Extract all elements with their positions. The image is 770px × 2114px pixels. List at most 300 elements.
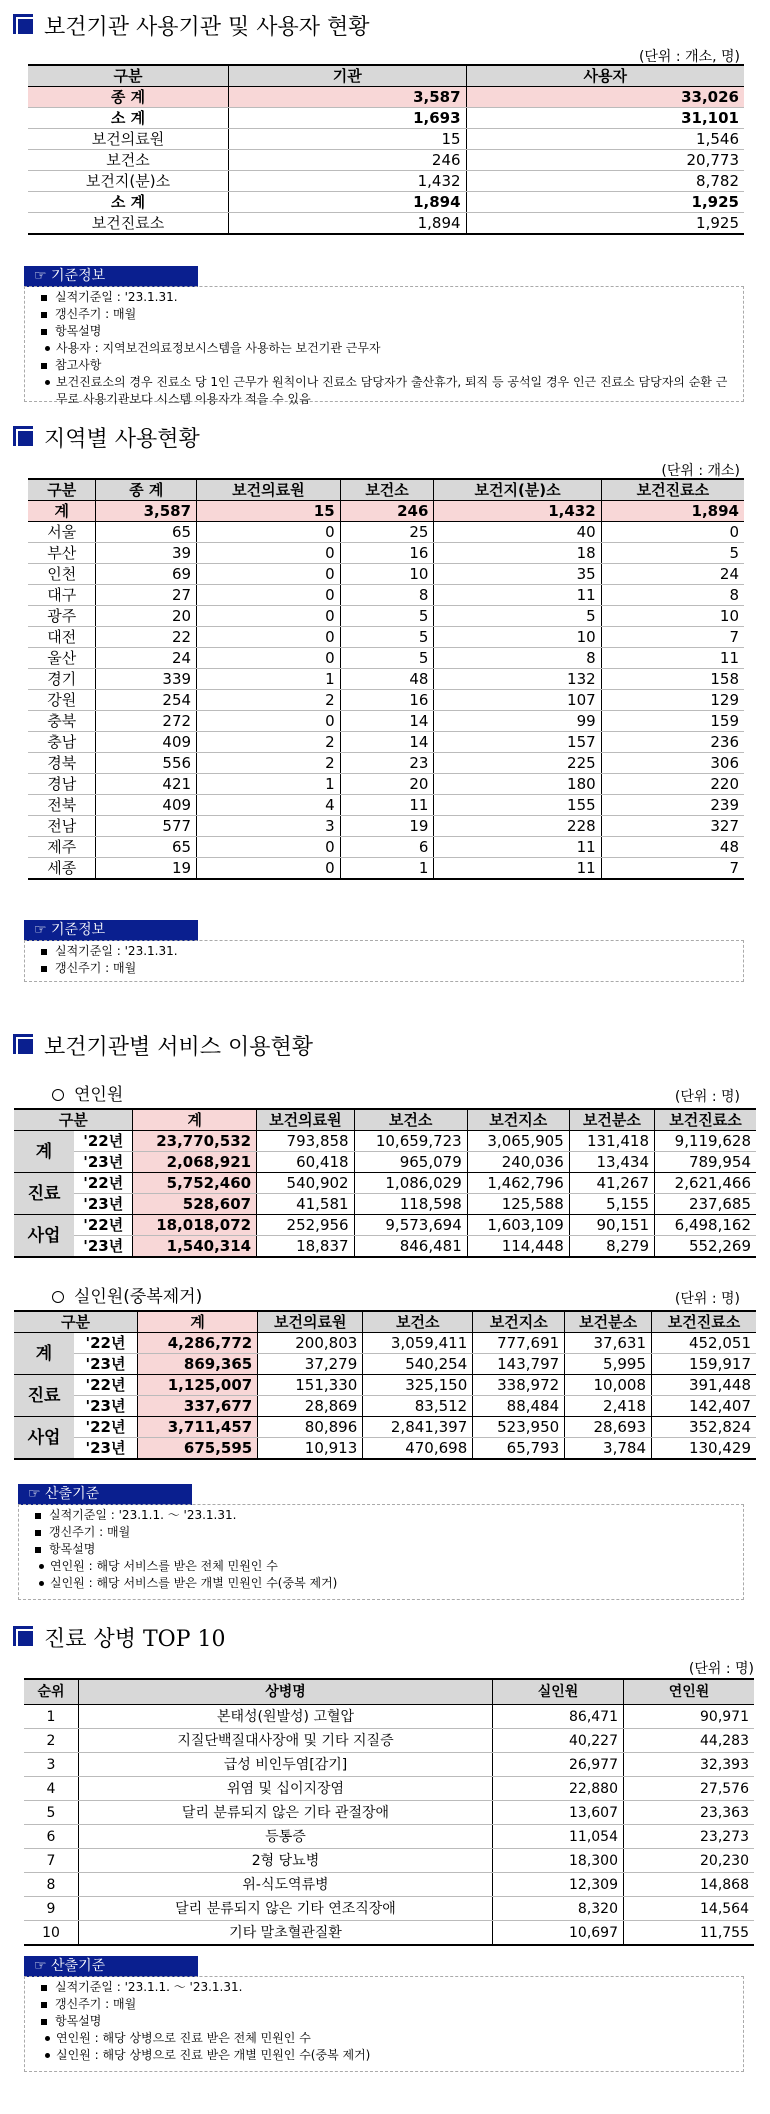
value-cell: 2 <box>197 732 341 753</box>
value-cell: 107 <box>434 690 601 711</box>
value-cell: 540,902 <box>257 1173 354 1194</box>
value-cell: 11 <box>601 648 744 669</box>
value-cell: 위-식도역류병 <box>79 1873 493 1897</box>
value-cell: 65 <box>96 837 197 858</box>
value-cell: 16 <box>340 690 434 711</box>
section-title <box>0 8 770 40</box>
value-cell: 33,026 <box>466 87 744 108</box>
row-label: 보건지(분)소 <box>28 171 229 192</box>
value-cell: 1,925 <box>466 192 744 213</box>
value-cell: 65 <box>96 522 197 543</box>
value-cell: 339 <box>96 669 197 690</box>
note-header: ☞ 산출기준 <box>18 1484 192 1505</box>
value-cell: 충북 <box>28 711 96 732</box>
unit-label: (단위 : 명) <box>674 1291 740 1307</box>
header-cell: 보건지소 <box>467 1109 569 1131</box>
note-header: ☞ 기준정보 <box>24 920 198 941</box>
value-cell: 경남 <box>28 774 96 795</box>
value-cell: 41,581 <box>257 1194 354 1215</box>
section-facility-users <box>0 8 770 40</box>
value-cell: 246 <box>229 150 467 171</box>
value-cell: 1,925 <box>466 213 744 235</box>
value-cell: 540,254 <box>363 1354 473 1375</box>
table-header-row <box>28 65 744 87</box>
group-label: 진료 <box>14 1375 74 1417</box>
table-row <box>28 564 744 585</box>
group-label: 사업 <box>14 1417 74 1460</box>
unit-label: (단위 : 명) <box>688 1661 754 1677</box>
value-cell: 1 <box>197 774 341 795</box>
value-cell: 157 <box>434 732 601 753</box>
value-cell: 지질단백질대사장애 및 기타 지질증 <box>79 1729 493 1753</box>
table-row <box>28 606 744 627</box>
section-title-text: 보건기관별 서비스 이용현황 <box>44 1035 314 1060</box>
value-cell: 6,498,162 <box>655 1215 756 1236</box>
value-cell: 5 <box>434 606 601 627</box>
row-label: 소 계 <box>28 108 229 129</box>
section-service-usage <box>0 1028 770 1060</box>
value-cell: 0 <box>197 585 341 606</box>
value-cell: 26,977 <box>493 1753 624 1777</box>
year-label: '23년 <box>74 1354 138 1375</box>
value-cell: 1,432 <box>434 501 601 522</box>
section-top10 <box>0 1620 770 1652</box>
value-cell: 2 <box>197 690 341 711</box>
table-row <box>14 1173 756 1194</box>
value-cell: 등통증 <box>79 1825 493 1849</box>
header-cell: 계 <box>133 1109 257 1131</box>
value-cell: 강원 <box>28 690 96 711</box>
value-cell: 0 <box>197 648 341 669</box>
value-cell: 965,079 <box>354 1152 467 1173</box>
year-label: '22년 <box>74 1333 138 1354</box>
row-label: 종 계 <box>28 87 229 108</box>
year-label: '22년 <box>74 1417 138 1438</box>
value-cell: 3 <box>24 1753 79 1777</box>
value-cell: 15 <box>197 501 341 522</box>
value-cell: 제주 <box>28 837 96 858</box>
value-cell: 5,155 <box>569 1194 654 1215</box>
value-cell: 65,793 <box>473 1438 565 1460</box>
table-row <box>28 171 744 192</box>
value-cell: 5,995 <box>565 1354 652 1375</box>
value-cell: 18,837 <box>257 1236 354 1258</box>
value-cell: 239 <box>601 795 744 816</box>
value-cell: 달리 분류되지 않은 기타 관절장애 <box>79 1801 493 1825</box>
header-cell: 구분 <box>14 1311 138 1333</box>
note-box: 실적기준일 : '23.1.31. 갱신주기 : 매월 <box>24 940 744 982</box>
table-row <box>28 129 744 150</box>
value-cell: 27,576 <box>624 1777 755 1801</box>
section-title-text: 진료 상병 TOP 10 <box>44 1627 226 1652</box>
value-cell: 6 <box>340 837 434 858</box>
table-row <box>28 213 744 235</box>
value-cell: 236 <box>601 732 744 753</box>
value-cell: 1,540,314 <box>133 1236 257 1258</box>
circle-bullet-icon <box>52 1089 64 1101</box>
value-cell: 391,448 <box>652 1375 757 1396</box>
value-cell: 777,691 <box>473 1333 565 1354</box>
header-cell: 보건소 <box>354 1109 467 1131</box>
value-cell: 528,607 <box>133 1194 257 1215</box>
value-cell: 14 <box>340 711 434 732</box>
value-cell: 228 <box>434 816 601 837</box>
value-cell: 1,432 <box>229 171 467 192</box>
value-cell: 20,230 <box>624 1849 755 1873</box>
value-cell: 48 <box>601 837 744 858</box>
value-cell: 8 <box>24 1873 79 1897</box>
row-label: 소 계 <box>28 192 229 213</box>
note-header: ☞ 기준정보 <box>24 266 198 287</box>
value-cell: 37,279 <box>258 1354 363 1375</box>
note-box: 실적기준일 : '23.1.1. ～ '23.1.31. 갱신주기 : 매월 항목설명 연인원 : 해당 서비스를 받은 전체 민원인 수 실인원 : 해당 서비스를 받은 개별 민원인 수(중복 제거) <box>18 1504 744 1600</box>
year-label: '23년 <box>74 1236 133 1258</box>
header-cell: 보건소 <box>340 479 434 501</box>
note-box: 실적기준일 : '23.1.1. ～ '23.1.31. 갱신주기 : 매월 항목설명 연인원 : 해당 상병으로 진료 받은 전체 민원인 수 실인원 : 해당 상병으로 진료 받은 개별 민원인 수(중복 제거) <box>24 1976 744 2072</box>
value-cell: 3,059,411 <box>363 1333 473 1354</box>
header-cell: 구분 <box>28 65 229 87</box>
header-cell: 보건분소 <box>565 1311 652 1333</box>
value-cell: 337,677 <box>138 1396 258 1417</box>
table-row <box>28 192 744 213</box>
section-title <box>0 420 770 452</box>
value-cell: 7 <box>24 1849 79 1873</box>
table-row <box>28 585 744 606</box>
value-cell: 25 <box>340 522 434 543</box>
value-cell: 13,607 <box>493 1801 624 1825</box>
value-cell: 793,858 <box>257 1131 354 1152</box>
value-cell: 20 <box>340 774 434 795</box>
table-row <box>28 858 744 880</box>
header-cell: 보건의료원 <box>257 1109 354 1131</box>
header-cell: 구분 <box>28 479 96 501</box>
value-cell: 40 <box>434 522 601 543</box>
value-cell: 240,036 <box>467 1152 569 1173</box>
value-cell: 9,573,694 <box>354 1215 467 1236</box>
table-row <box>28 627 744 648</box>
value-cell: 129 <box>601 690 744 711</box>
value-cell: 10 <box>434 627 601 648</box>
value-cell: 전북 <box>28 795 96 816</box>
value-cell: 3,587 <box>96 501 197 522</box>
value-cell: 23,363 <box>624 1801 755 1825</box>
value-cell: 8,782 <box>466 171 744 192</box>
value-cell: 143,797 <box>473 1354 565 1375</box>
value-cell: 0 <box>197 543 341 564</box>
year-label: '23년 <box>74 1194 133 1215</box>
value-cell: 28,693 <box>565 1417 652 1438</box>
value-cell: 470,698 <box>363 1438 473 1460</box>
header-cell: 구분 <box>14 1109 133 1131</box>
value-cell: 8 <box>340 585 434 606</box>
value-cell: 1,086,029 <box>354 1173 467 1194</box>
value-cell: 1,894 <box>601 501 744 522</box>
value-cell: 0 <box>197 711 341 732</box>
value-cell: 본태성(원발성) 고혈압 <box>79 1705 493 1729</box>
value-cell: 254 <box>96 690 197 711</box>
value-cell: 83,512 <box>363 1396 473 1417</box>
header-cell: 보건지소 <box>473 1311 565 1333</box>
value-cell: 3,065,905 <box>467 1131 569 1152</box>
header-cell: 실인원 <box>493 1679 624 1705</box>
section-title <box>0 1620 770 1652</box>
value-cell: 90,971 <box>624 1705 755 1729</box>
value-cell: 14,564 <box>624 1897 755 1921</box>
value-cell: 2 <box>24 1729 79 1753</box>
value-cell: 131,418 <box>569 1131 654 1152</box>
value-cell: 20,773 <box>466 150 744 171</box>
value-cell: 158 <box>601 669 744 690</box>
value-cell: 위염 및 십이지장염 <box>79 1777 493 1801</box>
value-cell: 23,770,532 <box>133 1131 257 1152</box>
header-cell: 계 <box>138 1311 258 1333</box>
value-cell: 338,972 <box>473 1375 565 1396</box>
value-cell: 225 <box>434 753 601 774</box>
value-cell: 23 <box>340 753 434 774</box>
value-cell: 2 <box>197 753 341 774</box>
value-cell: 39 <box>96 543 197 564</box>
value-cell: 114,448 <box>467 1236 569 1258</box>
value-cell: 10,697 <box>493 1921 624 1946</box>
value-cell: 60,418 <box>257 1152 354 1173</box>
section-title-text: 보건기관 사용기관 및 사용자 현황 <box>44 15 370 40</box>
value-cell: 9 <box>24 1897 79 1921</box>
value-cell: 5 <box>601 543 744 564</box>
pointing-hand-icon: ☞ <box>34 268 47 284</box>
value-cell: 0 <box>197 522 341 543</box>
header-cell: 기관 <box>229 65 467 87</box>
value-cell: 부산 <box>28 543 96 564</box>
value-cell: 0 <box>197 858 341 880</box>
value-cell: 44,283 <box>624 1729 755 1753</box>
value-cell: 5 <box>24 1801 79 1825</box>
value-cell: 5,752,460 <box>133 1173 257 1194</box>
value-cell: 22,880 <box>493 1777 624 1801</box>
value-cell: 8 <box>601 585 744 606</box>
value-cell: 88,484 <box>473 1396 565 1417</box>
group-label: 사업 <box>14 1215 74 1258</box>
value-cell: 1 <box>24 1705 79 1729</box>
table-header-row <box>14 1109 756 1131</box>
section-title-text: 지역별 사용현황 <box>44 427 200 452</box>
value-cell: 125,588 <box>467 1194 569 1215</box>
value-cell: 409 <box>96 732 197 753</box>
value-cell: 9,119,628 <box>655 1131 756 1152</box>
value-cell: 37,631 <box>565 1333 652 1354</box>
top10-table <box>24 1678 754 1946</box>
value-cell: 14,868 <box>624 1873 755 1897</box>
table-row <box>24 1777 754 1801</box>
value-cell: 16 <box>340 543 434 564</box>
value-cell: 142,407 <box>652 1396 757 1417</box>
header-cell: 보건지(분)소 <box>434 479 601 501</box>
value-cell: 경기 <box>28 669 96 690</box>
table-row <box>28 543 744 564</box>
header-cell: 보건진료소 <box>601 479 744 501</box>
year-label: '22년 <box>74 1131 133 1152</box>
table-row <box>28 816 744 837</box>
value-cell: 159,917 <box>652 1354 757 1375</box>
value-cell: 22 <box>96 627 197 648</box>
table-row <box>14 1131 756 1152</box>
table-header-row <box>28 479 744 501</box>
value-cell: 10,913 <box>258 1438 363 1460</box>
value-cell: 327 <box>601 816 744 837</box>
value-cell: 0 <box>197 837 341 858</box>
table-row <box>28 150 744 171</box>
value-cell: 352,824 <box>652 1417 757 1438</box>
group-label: 계 <box>14 1333 74 1375</box>
value-cell: 세종 <box>28 858 96 880</box>
section-bullet-icon <box>13 426 33 446</box>
value-cell: 272 <box>96 711 197 732</box>
value-cell: 2,621,466 <box>655 1173 756 1194</box>
value-cell: 155 <box>434 795 601 816</box>
table-row <box>28 108 744 129</box>
table-row <box>14 1215 756 1236</box>
subheading-visits: 연인원 <box>52 1080 123 1105</box>
row-label: 보건진료소 <box>28 213 229 235</box>
value-cell: 3 <box>197 816 341 837</box>
total-row <box>28 501 744 522</box>
header-cell: 순위 <box>24 1679 79 1705</box>
table-row <box>28 795 744 816</box>
value-cell: 3,587 <box>229 87 467 108</box>
value-cell: 252,956 <box>257 1215 354 1236</box>
regional-table <box>28 478 744 880</box>
value-cell: 421 <box>96 774 197 795</box>
value-cell: 789,954 <box>655 1152 756 1173</box>
value-cell: 24 <box>601 564 744 585</box>
value-cell: 1,894 <box>229 192 467 213</box>
subheading-unique: 실인원(중복제거) <box>52 1282 202 1307</box>
table-row <box>14 1438 756 1460</box>
value-cell: 14 <box>340 732 434 753</box>
value-cell: 6 <box>24 1825 79 1849</box>
value-cell: 7 <box>601 858 744 880</box>
unique-count-table <box>14 1310 756 1460</box>
header-cell: 보건진료소 <box>655 1109 756 1131</box>
value-cell: 5 <box>340 606 434 627</box>
value-cell: 523,950 <box>473 1417 565 1438</box>
value-cell: 13,434 <box>569 1152 654 1173</box>
value-cell: 80,896 <box>258 1417 363 1438</box>
value-cell: 552,269 <box>655 1236 756 1258</box>
header-cell: 보건의료원 <box>197 479 341 501</box>
value-cell: 48 <box>340 669 434 690</box>
value-cell: 5 <box>340 648 434 669</box>
table-row <box>28 522 744 543</box>
table-header-row <box>14 1311 756 1333</box>
table-row <box>24 1729 754 1753</box>
value-cell: 325,150 <box>363 1375 473 1396</box>
table-header-row <box>24 1679 754 1705</box>
value-cell: 전남 <box>28 816 96 837</box>
year-label: '23년 <box>74 1438 138 1460</box>
value-cell: 11 <box>434 585 601 606</box>
year-label: '22년 <box>74 1375 138 1396</box>
value-cell: 69 <box>96 564 197 585</box>
table-row <box>24 1921 754 1946</box>
value-cell: 8 <box>434 648 601 669</box>
value-cell: 달리 분류되지 않은 기타 연조직장애 <box>79 1897 493 1921</box>
value-cell: 18,300 <box>493 1849 624 1873</box>
value-cell: 8,279 <box>569 1236 654 1258</box>
visit-count-table <box>14 1108 756 1258</box>
value-cell: 광주 <box>28 606 96 627</box>
value-cell: 11 <box>340 795 434 816</box>
table-row <box>14 1333 756 1354</box>
value-cell: 서울 <box>28 522 96 543</box>
value-cell: 0 <box>197 627 341 648</box>
value-cell: 41,267 <box>569 1173 654 1194</box>
note-box: 실적기준일 : '23.1.31. 갱신주기 : 매월 항목설명 사용자 : 지역보건의료정보시스템을 사용하는 보건기관 근무자 참고사항 보건진료소의 경우 진료소 당 1인 근무가 원칙이나 진료소 담당자가 출산휴가, 퇴직 등 공석일 경우 인근 진료소 담당자의 순환 근무로 사용기관보다 시스템 이용자가 적을 수 있음 <box>24 286 744 402</box>
value-cell: 계 <box>28 501 96 522</box>
value-cell: 0 <box>197 564 341 585</box>
value-cell: 급성 비인두염[감기] <box>79 1753 493 1777</box>
section-bullet-icon <box>13 14 33 34</box>
value-cell: 15 <box>229 129 467 150</box>
value-cell: 24 <box>96 648 197 669</box>
value-cell: 35 <box>434 564 601 585</box>
unit-label: (단위 : 명) <box>674 1089 740 1105</box>
value-cell: 159 <box>601 711 744 732</box>
value-cell: 90,151 <box>569 1215 654 1236</box>
value-cell: 180 <box>434 774 601 795</box>
value-cell: 306 <box>601 753 744 774</box>
value-cell: 1,546 <box>466 129 744 150</box>
value-cell: 10 <box>340 564 434 585</box>
value-cell: 11,755 <box>624 1921 755 1946</box>
value-cell: 2형 당뇨병 <box>79 1849 493 1873</box>
value-cell: 10,008 <box>565 1375 652 1396</box>
value-cell: 12,309 <box>493 1873 624 1897</box>
value-cell: 10,659,723 <box>354 1131 467 1152</box>
section-bullet-icon <box>13 1034 33 1054</box>
group-label: 계 <box>14 1131 74 1173</box>
table-row <box>14 1375 756 1396</box>
value-cell: 18,018,072 <box>133 1215 257 1236</box>
section-title <box>0 1028 770 1060</box>
year-label: '23년 <box>74 1396 138 1417</box>
value-cell: 32,393 <box>624 1753 755 1777</box>
table-row <box>14 1354 756 1375</box>
value-cell: 20 <box>96 606 197 627</box>
value-cell: 11 <box>434 837 601 858</box>
value-cell: 울산 <box>28 648 96 669</box>
value-cell: 556 <box>96 753 197 774</box>
table-row <box>28 837 744 858</box>
value-cell: 40,227 <box>493 1729 624 1753</box>
value-cell: 19 <box>340 816 434 837</box>
value-cell: 27 <box>96 585 197 606</box>
table-row <box>24 1849 754 1873</box>
value-cell: 2,841,397 <box>363 1417 473 1438</box>
table-row <box>28 690 744 711</box>
value-cell: 869,365 <box>138 1354 258 1375</box>
value-cell: 1 <box>340 858 434 880</box>
value-cell: 0 <box>197 606 341 627</box>
year-label: '23년 <box>74 1152 133 1173</box>
unit-label: (단위 : 개소, 명) <box>638 49 740 65</box>
value-cell: 200,803 <box>258 1333 363 1354</box>
value-cell: 675,595 <box>138 1438 258 1460</box>
value-cell: 8,320 <box>493 1897 624 1921</box>
value-cell: 5 <box>340 627 434 648</box>
unit-label: (단위 : 개소) <box>661 463 740 479</box>
value-cell: 130,429 <box>652 1438 757 1460</box>
circle-bullet-icon <box>52 1291 64 1303</box>
